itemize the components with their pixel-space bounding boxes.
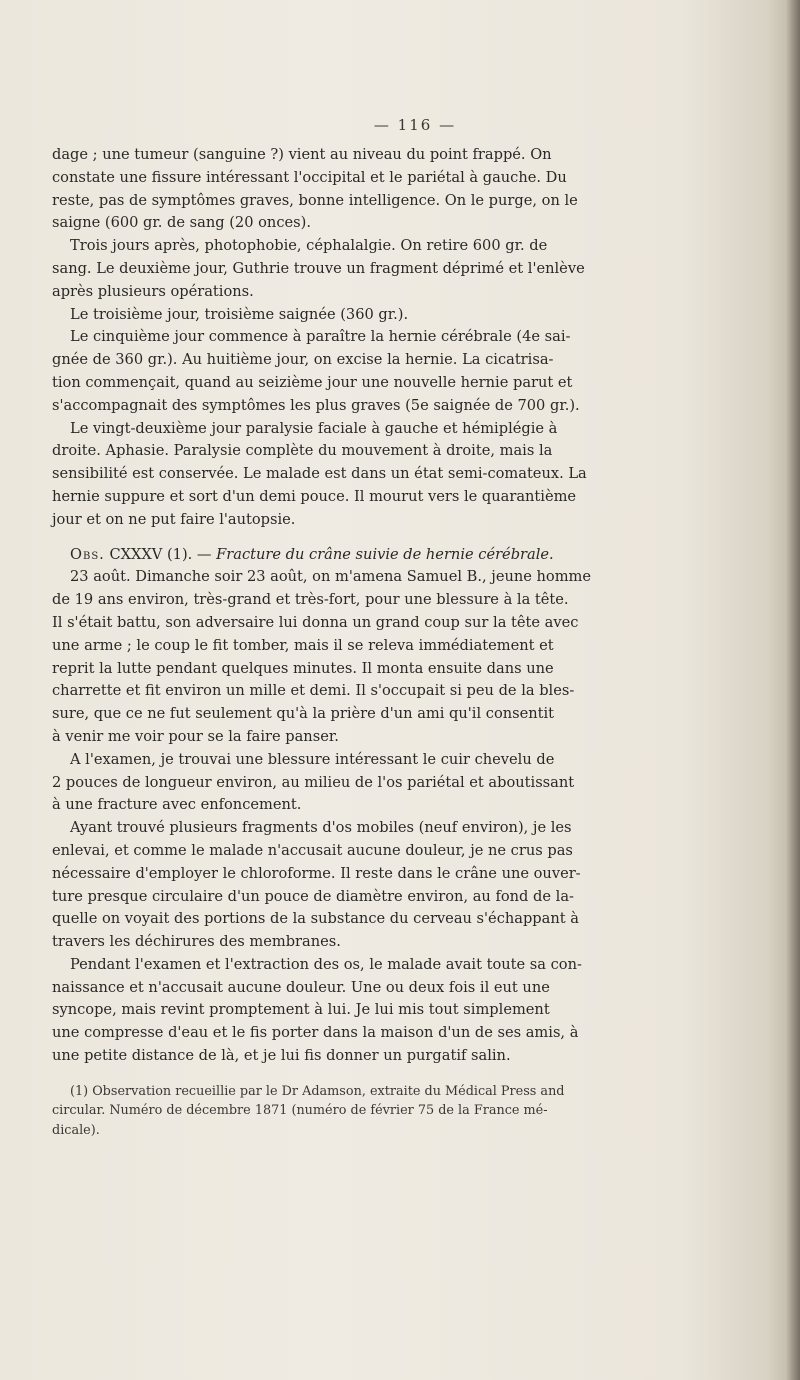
- obs-title: Fracture du crâne suivie de hernie cérébrale.: [216, 545, 554, 563]
- text-line: sure, que ce ne fut seulement qu'à la prière d'un ami qu'il consentit: [52, 705, 555, 723]
- text-line: après plusieurs opérations.: [52, 282, 254, 300]
- text-line: quelle on voyait des portions de la substance du cerveau s'échappant à: [52, 910, 579, 928]
- text-line: Il s'était battu, son adversaire lui donna un grand coup sur la tête avec: [52, 613, 579, 631]
- paragraph-4: [52, 326, 760, 417]
- text-line: Pendant l'examen et l'extraction des os, le malade avait toute sa con-: [70, 955, 582, 973]
- text-line: Le troisième jour, troisième saignée (360 gr.).: [70, 305, 409, 323]
- document-body: [52, 116, 760, 1140]
- text-line: à venir me voir pour se la faire panser.: [52, 727, 339, 745]
- text-line: naissance et n'accusait aucune douleur. Une ou deux fois il eut une: [52, 978, 550, 996]
- footnote-line: circular. Numéro de décembre 1871 (numéro de février 75 de la France mé-: [52, 1103, 548, 1119]
- paragraph-2: [52, 235, 760, 303]
- text-line: s'accompagnait des symptômes les plus graves (5e saignée de 700 gr.).: [52, 396, 580, 414]
- text-line: hernie suppure et sort d'un demi pouce. Il mourut vers le quarantième: [52, 487, 577, 505]
- text-line: nécessaire d'employer le chloroforme. Il reste dans le crâne une ouver-: [52, 864, 581, 882]
- text-line: sensibilité est conservée. Le malade est dans un état semi-comateux. La: [52, 465, 587, 483]
- text-line: à une fracture avec enfoncement.: [52, 796, 302, 814]
- text-line: Ayant trouvé plusieurs fragments d'os mobiles (neuf environ), je les: [70, 819, 572, 837]
- text-line: A l'examen, je trouvai une blessure intéressant le cuir chevelu de: [70, 750, 555, 768]
- paragraph-7: [52, 749, 760, 817]
- text-line: syncope, mais revint promptement à lui. Je lui mis tout simplement: [52, 1001, 550, 1019]
- text-line: jour et on ne put faire l'autopsie.: [52, 510, 296, 528]
- text-line: une compresse d'eau et le fis porter dans la maison d'un de ses amis, à: [52, 1024, 579, 1042]
- paragraph-5: [52, 418, 760, 532]
- text-line: reste, pas de symptômes graves, bonne intelligence. On le purge, on le: [52, 191, 578, 209]
- text-line: Le vingt-deuxième jour paralysie faciale à gauche et hémiplégie à: [70, 419, 558, 437]
- text-line: dage ; une tumeur (sanguine ?) vient au niveau du point frappé. On: [52, 146, 552, 163]
- footnote: [52, 1082, 760, 1141]
- text-line: une arme ; le coup le fit tomber, mais il se releva immédiatement et: [52, 636, 554, 654]
- text-line: Le cinquième jour commence à paraître la hernie cérébrale (4e sai-: [70, 328, 571, 346]
- text-line: droite. Aphasie. Paralysie complète du mouvement à droite, mais la: [52, 442, 553, 460]
- paragraph-9: [52, 954, 760, 1068]
- footnote-line: (1) Observation recueillie par le Dr Adamson, extraite du Médical Press and: [70, 1083, 565, 1099]
- text-line: une petite distance de là, et je lui fis donner un purgatif salin.: [52, 1047, 511, 1065]
- page-number: — 116 —: [373, 116, 457, 134]
- text-line: tion commençait, quand au seizième jour une nouvelle hernie parut et: [52, 373, 573, 391]
- text-line: enlevai, et comme le malade n'accusait aucune douleur, je ne crus pas: [52, 841, 573, 859]
- obs-label: Obs.: [70, 545, 105, 563]
- text-line: constate une fissure intéressant l'occipital et le pariétal à gauche. Du: [52, 168, 567, 186]
- text-line: gnée de 360 gr.). Au huitième jour, on excise la hernie. La cicatrisa-: [52, 351, 554, 369]
- obs-number: CXXXV (1).: [109, 545, 193, 563]
- observation-heading: [52, 544, 760, 567]
- paragraph-1: [52, 144, 760, 235]
- text-line: 2 pouces de longueur environ, au milieu de l'os pariétal et aboutissant: [52, 773, 575, 791]
- text-line: ture presque circulaire d'un pouce de diamètre environ, au fond de la-: [52, 887, 574, 905]
- text-line: de 19 ans environ, très-grand et très-fort, pour une blessure à la tête.: [52, 591, 569, 609]
- text-line: 23 août. Dimanche soir 23 août, on m'amena Samuel B., jeune homme: [70, 568, 592, 586]
- obs-dash: —: [196, 545, 212, 563]
- footnote-line: dicale).: [52, 1122, 100, 1138]
- text-line: saigne (600 gr. de sang (20 onces).: [52, 214, 311, 232]
- page-edge-shadow: [786, 0, 800, 1380]
- paragraph-6: [52, 566, 760, 748]
- text-line: travers les déchirures des membranes.: [52, 933, 341, 951]
- text-line: charrette et fit environ un mille et demi. Il s'occupait si peu de la bles-: [52, 682, 575, 700]
- text-line: reprit la lutte pendant quelques minutes. Il monta ensuite dans une: [52, 659, 554, 677]
- text-line: sang. Le deuxième jour, Guthrie trouve un fragment déprimé et l'enlève: [52, 259, 585, 277]
- paragraph-3: [52, 304, 760, 327]
- paragraph-8: [52, 817, 760, 954]
- spacer: [52, 532, 760, 544]
- text-line: Trois jours après, photophobie, céphalalgie. On retire 600 gr. de: [70, 237, 548, 255]
